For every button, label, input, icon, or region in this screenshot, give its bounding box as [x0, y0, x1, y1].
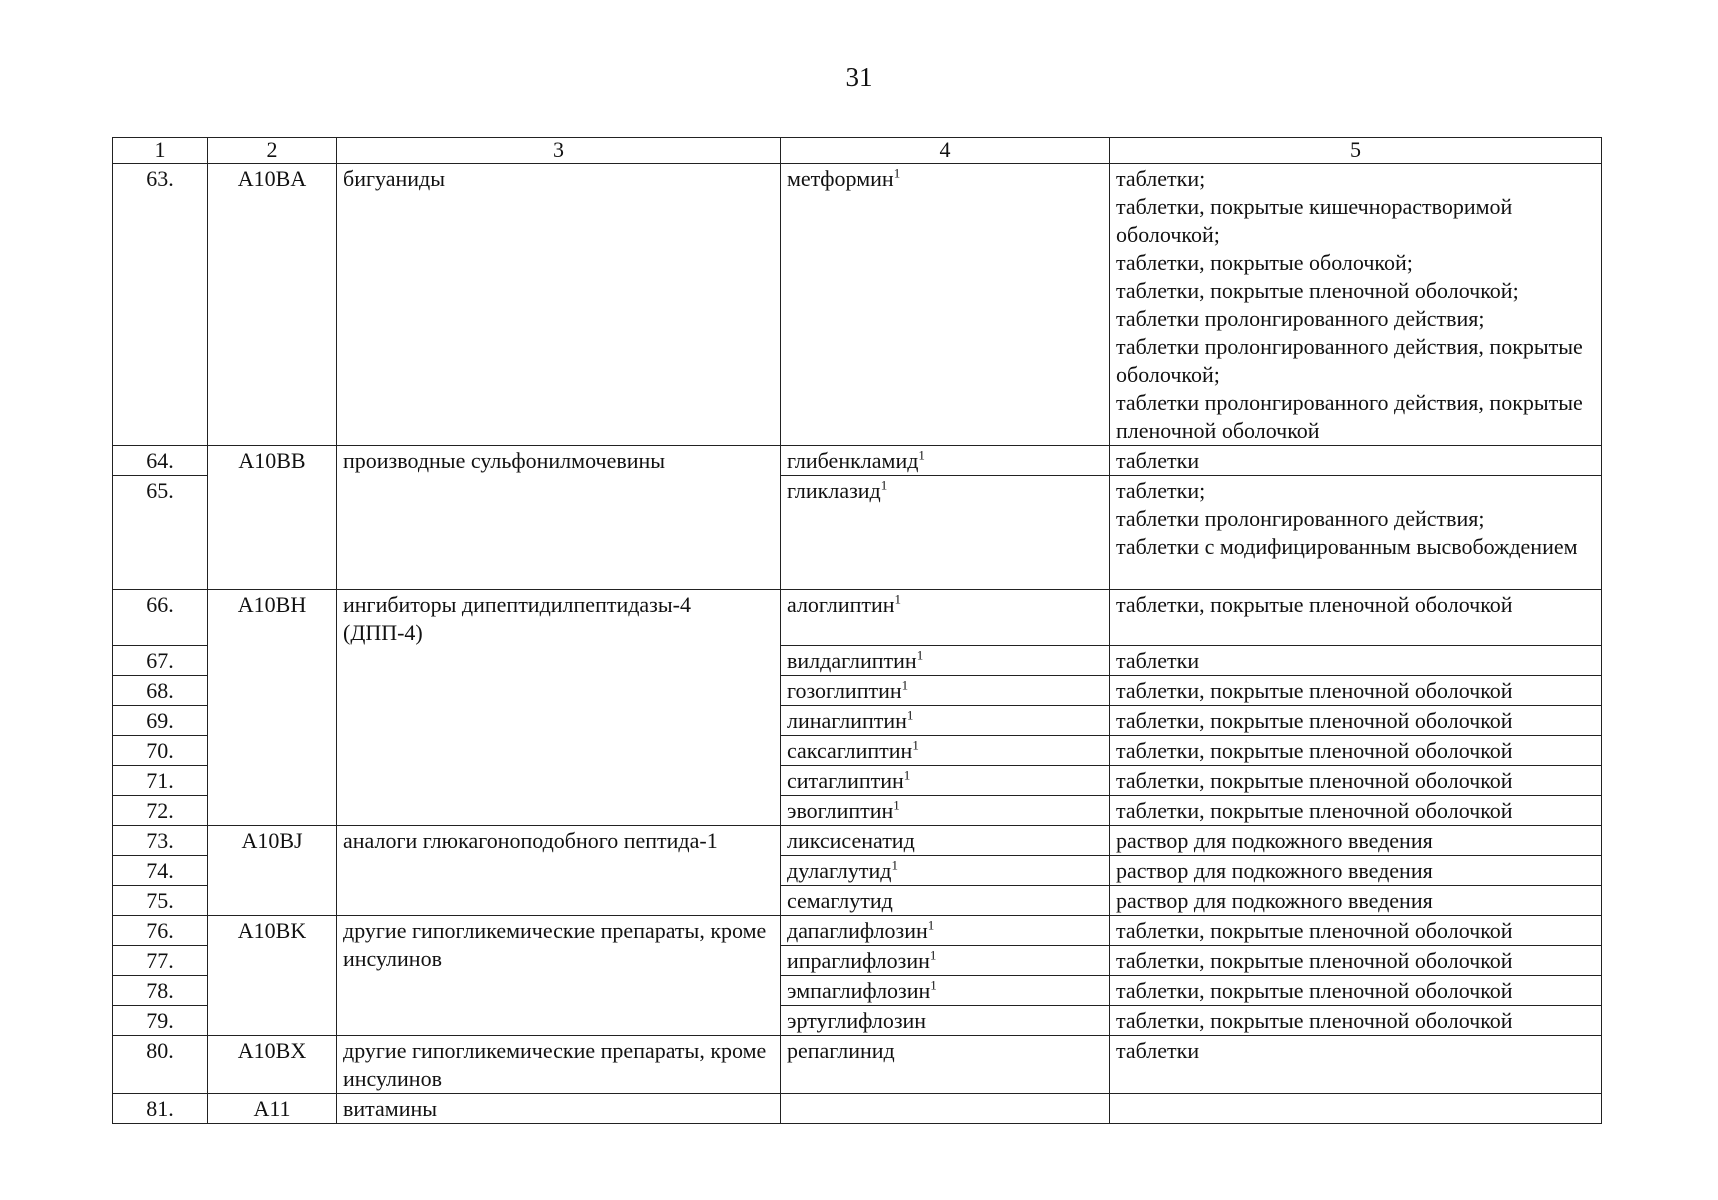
dosage-form: таблетки; — [1116, 166, 1206, 191]
table-row — [113, 1036, 1602, 1094]
drug-name-text: эртуглифлозин — [787, 1008, 927, 1033]
dosage-form: таблетки — [1116, 648, 1200, 673]
drug-name-text: алоглиптин — [787, 592, 895, 617]
header-cell: 1 — [113, 138, 208, 164]
drug-name — [781, 856, 1110, 886]
atc-code: A11 — [208, 1094, 337, 1124]
row-number: 70. — [113, 736, 208, 766]
drug-name-text: ситаглиптин — [787, 768, 904, 793]
table-row — [113, 1094, 1602, 1124]
footnote-marker: 1 — [916, 647, 924, 663]
footnote-marker: 1 — [906, 707, 914, 723]
dosage-form: раствор для подкожного введения — [1116, 828, 1433, 853]
drug-name — [781, 796, 1110, 826]
dosage-forms — [1110, 736, 1602, 766]
group-name: производные сульфонилмочевины — [337, 446, 781, 590]
page-number: 31 — [845, 62, 873, 92]
row-number: 73. — [113, 826, 208, 856]
row-number: 76. — [113, 916, 208, 946]
dosage-forms — [1110, 976, 1602, 1006]
dosage-forms — [1110, 676, 1602, 706]
dosage-forms — [1110, 916, 1602, 946]
footnote-marker: 1 — [918, 447, 925, 463]
dosage-forms — [1110, 706, 1602, 736]
dosage-form: таблетки пролонгированного действия; — [1116, 306, 1485, 331]
footnote-marker: 1 — [927, 917, 935, 933]
dosage-forms — [1110, 1094, 1602, 1124]
footnote-marker: 1 — [912, 737, 919, 753]
group-name: другие гипогликемические препараты, кроме инсулинов — [337, 1036, 781, 1094]
drug-name — [781, 886, 1110, 916]
row-number: 72. — [113, 796, 208, 826]
row-number: 75. — [113, 886, 208, 916]
header-cell: 3 — [337, 138, 781, 164]
dosage-forms — [1110, 886, 1602, 916]
row-number: 79. — [113, 1006, 208, 1036]
table-row — [113, 590, 1602, 646]
atc-code: A10BJ — [208, 826, 337, 916]
drug-name — [781, 676, 1110, 706]
dosage-form: таблетки, покрытые пленочной оболочкой — [1116, 948, 1513, 973]
drug-name — [781, 976, 1110, 1006]
atc-code: A10BH — [208, 590, 337, 826]
table-row — [113, 164, 1602, 446]
row-number: 80. — [113, 1036, 208, 1094]
atc-code: A10BB — [208, 446, 337, 590]
dosage-form: таблетки, покрытые пленочной оболочкой — [1116, 738, 1513, 763]
drug-name — [781, 1006, 1110, 1036]
drug-name-text: линаглиптин — [787, 708, 907, 733]
footnote-marker: 1 — [929, 947, 937, 963]
drug-name-text: дулаглутид — [787, 858, 892, 883]
drug-table — [112, 137, 1602, 1124]
drug-name-text: эмпаглифлозин — [787, 978, 931, 1003]
dosage-forms — [1110, 646, 1602, 676]
dosage-form: таблетки — [1116, 448, 1200, 473]
footnote-marker: 1 — [880, 477, 888, 493]
dosage-form: таблетки пролонгированного действия, покрытые пленочной оболочкой — [1116, 390, 1583, 443]
footnote-marker: 1 — [893, 797, 900, 813]
dosage-forms — [1110, 766, 1602, 796]
drug-name-text: дапаглифлозин — [787, 918, 928, 943]
footnote-marker: 1 — [893, 165, 901, 181]
table-row — [113, 916, 1602, 946]
dosage-form: таблетки, покрытые кишечнорастворимой оболочкой; — [1116, 194, 1513, 247]
drug-name-text: ликсисенатид — [787, 828, 915, 853]
dosage-form: таблетки, покрытые пленочной оболочкой; — [1116, 278, 1519, 303]
drug-name-text: вилдаглиптин — [787, 648, 917, 673]
dosage-form: таблетки пролонгированного действия, покрытые оболочкой; — [1116, 334, 1583, 387]
dosage-forms — [1110, 826, 1602, 856]
dosage-form: раствор для подкожного введения — [1116, 888, 1433, 913]
row-number: 64. — [113, 446, 208, 476]
dosage-forms — [1110, 856, 1602, 886]
row-number: 65. — [113, 476, 208, 590]
table-header-row — [113, 138, 1602, 164]
drug-name — [781, 446, 1110, 476]
dosage-forms — [1110, 590, 1602, 646]
footnote-marker: 1 — [903, 767, 911, 783]
footnote-marker: 1 — [901, 677, 909, 693]
group-name: другие гипогликемические препараты, кроме инсулинов — [337, 916, 781, 1036]
row-number: 81. — [113, 1094, 208, 1124]
dosage-form: таблетки пролонгированного действия; — [1116, 506, 1485, 531]
row-number: 63. — [113, 164, 208, 446]
drug-name-text: метформин — [787, 166, 894, 191]
footnote-marker: 1 — [891, 857, 898, 873]
group-name: аналоги глюкагоноподобного пептида-1 — [337, 826, 781, 916]
group-name: бигуаниды — [337, 164, 781, 446]
row-number: 68. — [113, 676, 208, 706]
row-number: 67. — [113, 646, 208, 676]
drug-name — [781, 736, 1110, 766]
drug-name — [781, 826, 1110, 856]
atc-code: A10BX — [208, 1036, 337, 1094]
group-name: витамины — [337, 1094, 781, 1124]
dosage-forms — [1110, 164, 1602, 446]
drug-name-text: глибенкламид — [787, 448, 919, 473]
row-number: 71. — [113, 766, 208, 796]
header-cell: 5 — [1110, 138, 1602, 164]
dosage-form: раствор для подкожного введения — [1116, 858, 1433, 883]
header-cell: 4 — [781, 138, 1110, 164]
dosage-form: таблетки с модифицированным высвобождением — [1116, 534, 1578, 559]
header-cell: 2 — [208, 138, 337, 164]
dosage-form: таблетки; — [1116, 478, 1206, 503]
footnote-marker: 1 — [930, 977, 937, 993]
drug-name — [781, 1036, 1110, 1094]
drug-name — [781, 916, 1110, 946]
table-row — [113, 446, 1602, 476]
row-number: 74. — [113, 856, 208, 886]
dosage-form: таблетки, покрытые пленочной оболочкой — [1116, 1008, 1513, 1033]
group-name: ингибиторы дипептидилпептидазы-4 (ДПП-4) — [337, 590, 781, 826]
drug-name-text: гликлазид — [787, 478, 881, 503]
drug-name-text: саксаглиптин — [787, 738, 913, 763]
dosage-form: таблетки, покрытые оболочкой; — [1116, 250, 1413, 275]
dosage-form: таблетки, покрытые пленочной оболочкой — [1116, 978, 1513, 1003]
atc-code: A10BK — [208, 916, 337, 1036]
dosage-form: таблетки — [1116, 1038, 1200, 1063]
footnote-marker: 1 — [894, 591, 902, 607]
drug-name — [781, 646, 1110, 676]
drug-name-text: эвоглиптин — [787, 798, 894, 823]
dosage-form: таблетки, покрытые пленочной оболочкой — [1116, 678, 1513, 703]
drug-name — [781, 706, 1110, 736]
drug-name — [781, 164, 1110, 446]
dosage-form: таблетки, покрытые пленочной оболочкой — [1116, 768, 1513, 793]
drug-name-text: гозоглиптин — [787, 678, 902, 703]
dosage-forms — [1110, 1006, 1602, 1036]
dosage-form: таблетки, покрытые пленочной оболочкой — [1116, 708, 1513, 733]
dosage-forms — [1110, 446, 1602, 476]
drug-name — [781, 476, 1110, 590]
drug-name-text: ипраглифлозин — [787, 948, 930, 973]
dosage-form: таблетки, покрытые пленочной оболочкой — [1116, 592, 1513, 617]
row-number: 66. — [113, 590, 208, 646]
row-number: 77. — [113, 946, 208, 976]
atc-code: A10BA — [208, 164, 337, 446]
dosage-forms — [1110, 1036, 1602, 1094]
drug-name — [781, 766, 1110, 796]
drug-name — [781, 1094, 1110, 1124]
row-number: 69. — [113, 706, 208, 736]
dosage-forms — [1110, 796, 1602, 826]
dosage-form: таблетки, покрытые пленочной оболочкой — [1116, 798, 1513, 823]
table-row — [113, 826, 1602, 856]
row-number: 78. — [113, 976, 208, 1006]
drug-name — [781, 946, 1110, 976]
drug-name — [781, 590, 1110, 646]
dosage-forms — [1110, 946, 1602, 976]
dosage-form: таблетки, покрытые пленочной оболочкой — [1116, 918, 1513, 943]
drug-name-text: репаглинид — [787, 1038, 895, 1063]
drug-name-text: семаглутид — [787, 888, 893, 913]
dosage-forms — [1110, 476, 1602, 590]
